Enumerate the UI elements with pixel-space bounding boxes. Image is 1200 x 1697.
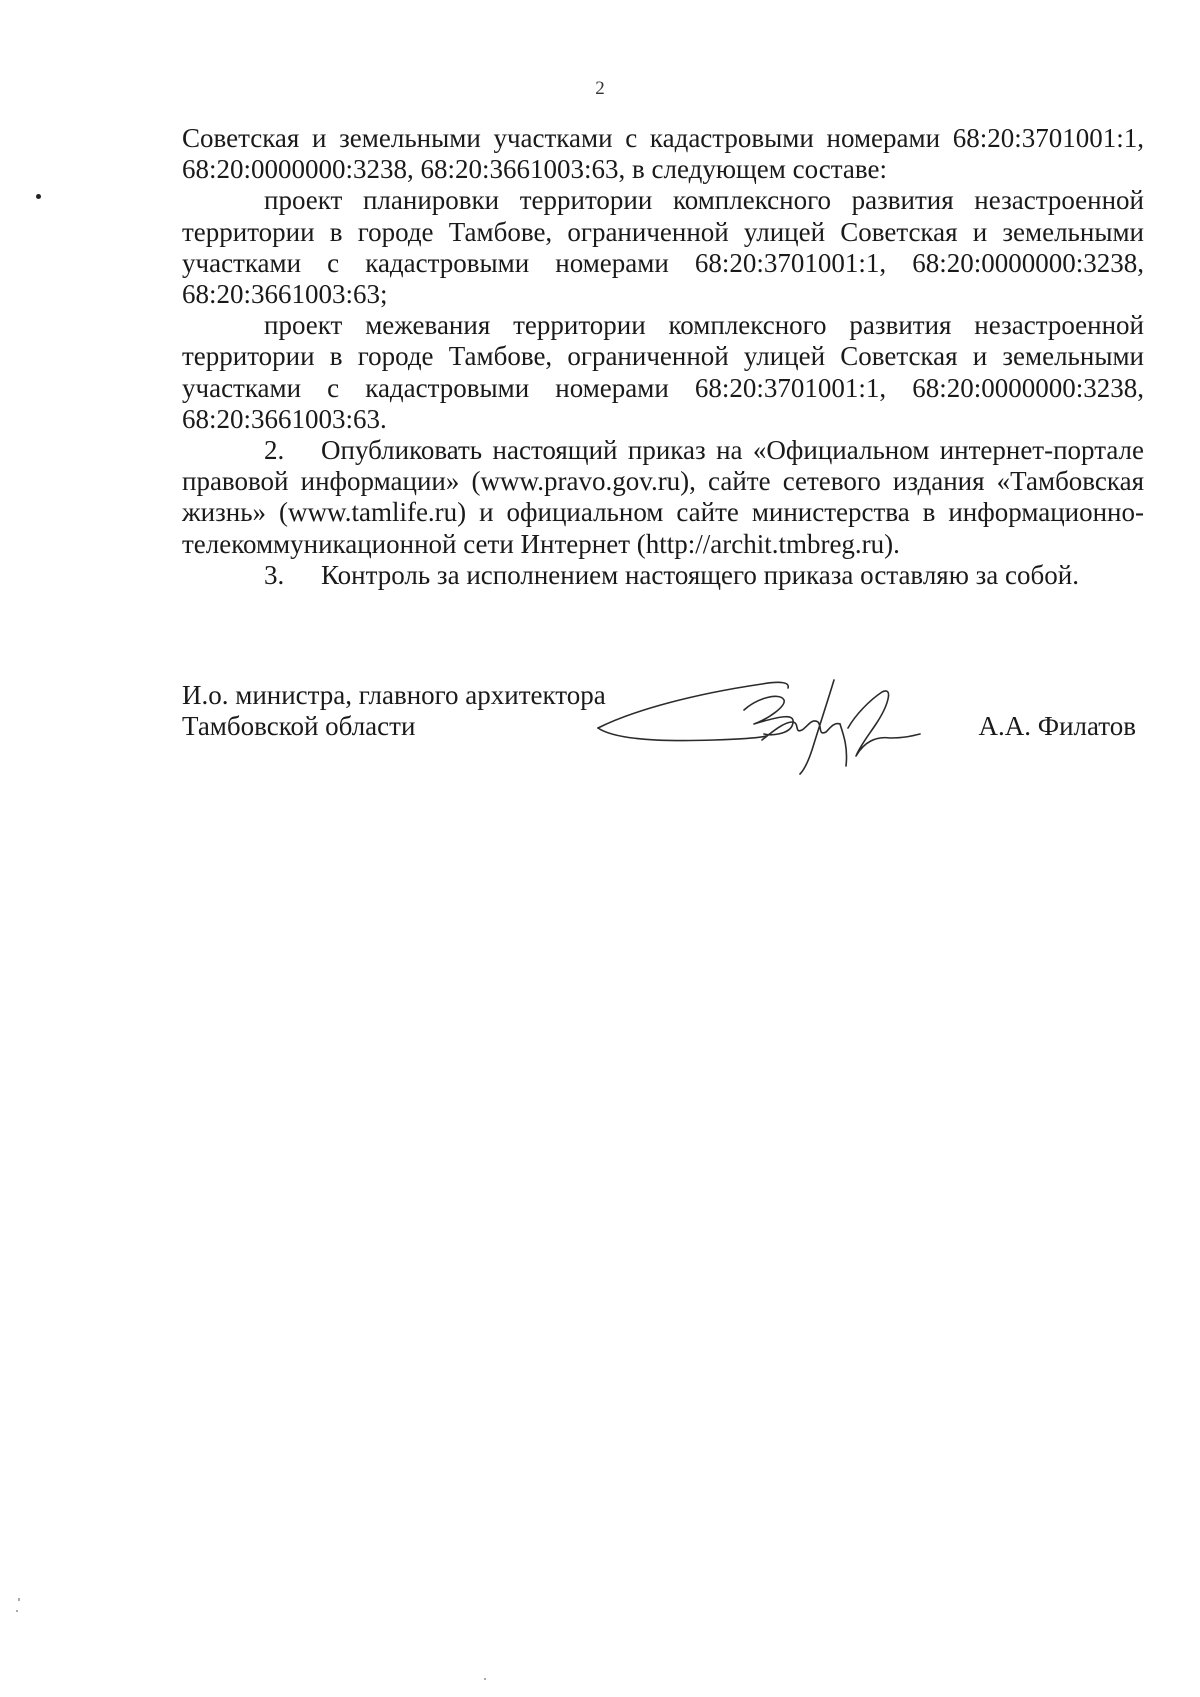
handwritten-signature <box>594 666 924 776</box>
signatory-position-line: Тамбовской области <box>182 711 416 741</box>
document-body <box>182 123 1144 591</box>
signatory-position-line: И.о. министра, главного архитектора <box>182 680 606 710</box>
list-item-number: 3. <box>264 559 285 590</box>
list-item-publish <box>182 435 1144 560</box>
list-item-number: 2. <box>264 435 285 466</box>
list-item-text: Опубликовать настоящий приказ на «Официальном интернет-портале правовой информации» (www.pravo.gov.ru), сайте сетевого издания «Тамбовская жизнь» (www.tamlife.ru) и официальном сайте министерства в информационно-телекоммуникационной сети Интернет (http://archit.tmbreg.ru). <box>182 435 1144 559</box>
paragraph-planning-project: проект планировки территории комплексного развития незастроенной территории в городе Тамбове, ограниченной улицей Советская и земельными участками с кадастровыми номерами 68:20:3701001:1, 68:20:0000000:3238, 68:20:3661003:63; <box>182 185 1144 310</box>
paragraph-surveying-project: проект межевания территории комплексного развития незастроенной территории в городе Тамбове, ограниченной улицей Советская и земельными участками с кадастровыми номерами 68:20:3701001:1, 68:20:0000000:3238, 68:20:3661003:63. <box>182 310 1144 434</box>
scan-artifact-dot <box>36 194 41 199</box>
page-number: 2 <box>595 78 605 99</box>
scan-artifact-speck <box>18 1598 20 1601</box>
signatory-name: А.А. Филатов <box>978 711 1136 741</box>
scan-artifact-speck <box>484 1678 486 1680</box>
signatory-position <box>182 680 606 742</box>
list-item-text: Контроль за исполнением настоящего приказа оставляю за собой. <box>321 559 1079 590</box>
scan-artifact-speck <box>16 1610 18 1612</box>
signature-block <box>182 680 1144 770</box>
list-item-control <box>182 560 1144 591</box>
paragraph-intro: Советская и земельными участками с кадастровыми номерами 68:20:3701001:1, 68:20:0000000:3238, 68:20:3661003:63, в следующем составе: <box>182 123 1144 185</box>
